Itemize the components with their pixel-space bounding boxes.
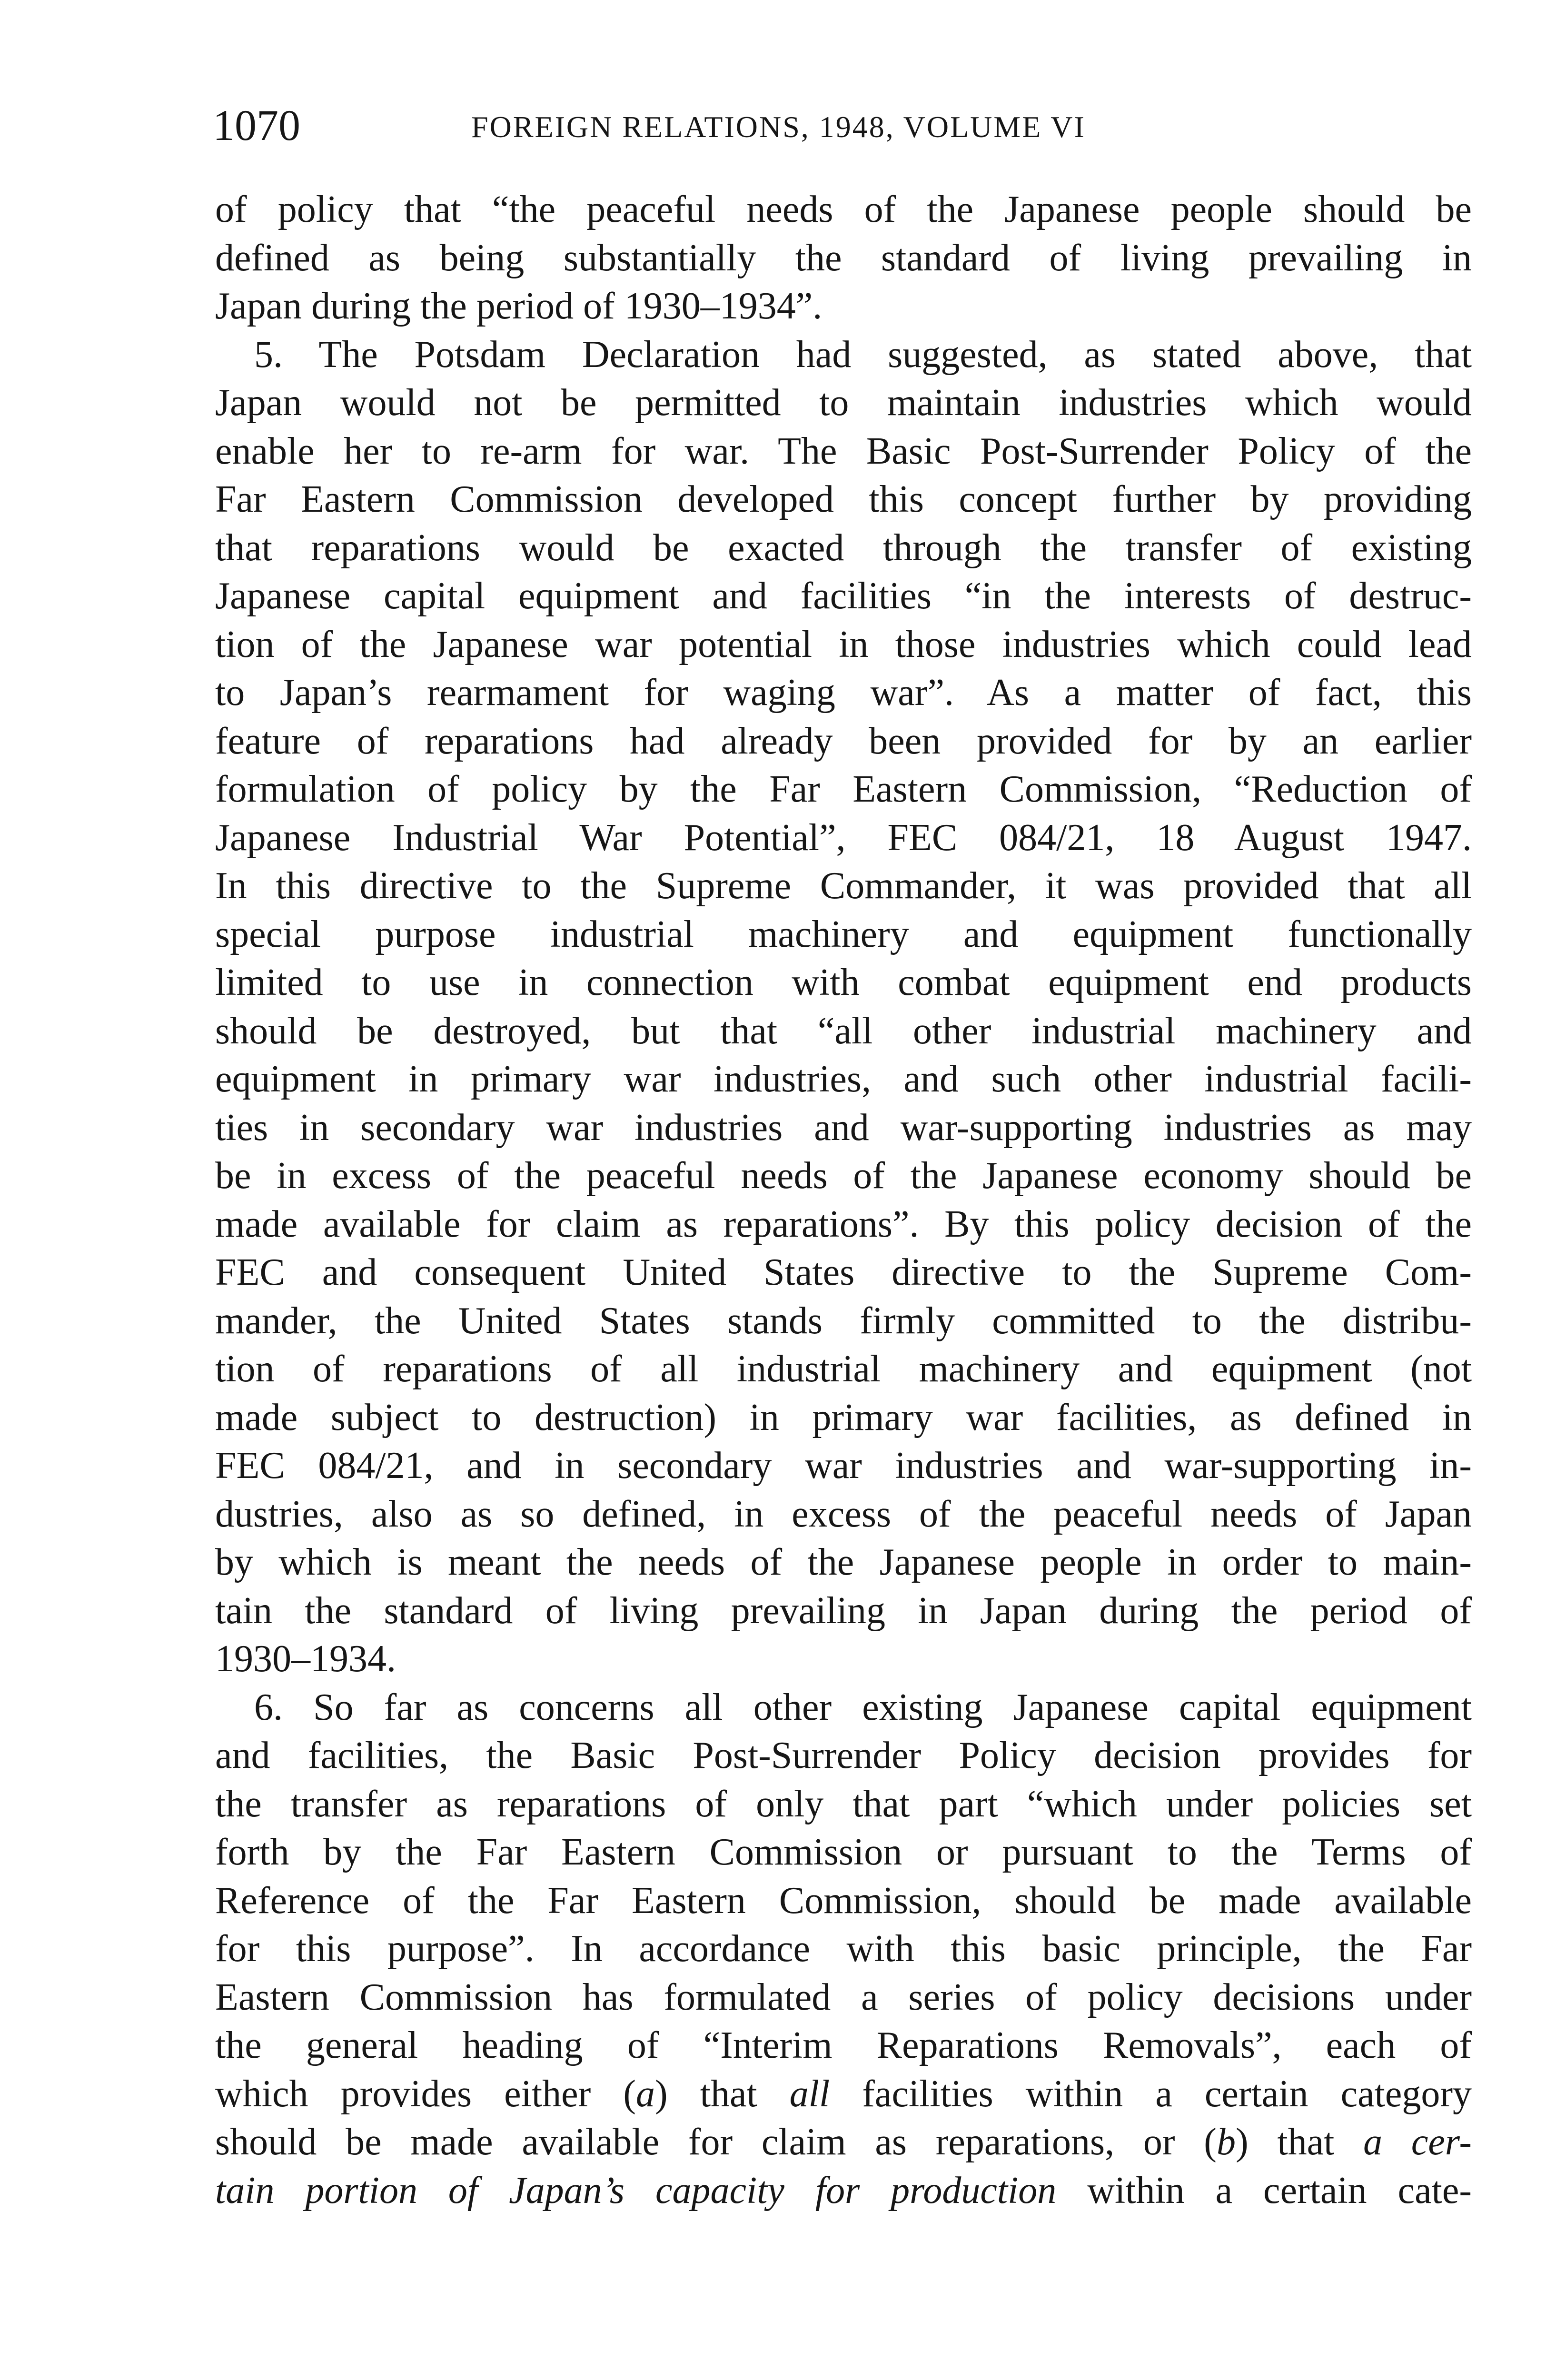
text-line: special purpose industrial machinery and equipment functionally bbox=[215, 913, 1472, 955]
italic-text: a cer- bbox=[1363, 2121, 1472, 2163]
text-line: 6. So far as concerns all other existing Japanese capital equipment bbox=[254, 1686, 1472, 1728]
text-line: equipment in primary war industries, and such other industrial facili- bbox=[215, 1058, 1472, 1100]
text-line: forth by the Far Eastern Commission or pursuant to the Terms of bbox=[215, 1831, 1472, 1873]
text-line: Eastern Commission has formulated a series of policy decisions under bbox=[215, 1976, 1472, 2018]
text-line: FEC and consequent United States directive to the Supreme Com- bbox=[215, 1251, 1472, 1293]
text-segment: which provides either ( bbox=[215, 2073, 636, 2115]
text-line bbox=[215, 2167, 1472, 2215]
page-header bbox=[213, 99, 1472, 151]
text-line: by which is meant the needs of the Japanese people in order to main- bbox=[215, 1541, 1472, 1583]
text-line: 5. The Potsdam Declaration had suggested, as stated above, that bbox=[254, 333, 1472, 376]
text-segment: facilities within a certain category bbox=[830, 2073, 1472, 2115]
text-line: enable her to re-arm for war. The Basic Post-Surrender Policy of the bbox=[215, 430, 1472, 472]
text-segment: ) that bbox=[1235, 2121, 1364, 2163]
text-line: feature of reparations had already been provided for by an earlier bbox=[215, 720, 1472, 762]
text-line: to Japan’s rearmament for waging war”. As a matter of fact, this bbox=[215, 672, 1472, 714]
text-line: mander, the United States stands firmly committed to the distribu- bbox=[215, 1299, 1472, 1342]
text-line: and facilities, the Basic Post-Surrender Policy decision provides for bbox=[215, 1735, 1472, 1776]
page-number: 1070 bbox=[213, 101, 300, 149]
text-line: made subject to destruction) in primary war facilities, as defined in bbox=[215, 1396, 1472, 1438]
text-line: for this purpose”. In accordance with this basic principle, the Far bbox=[215, 1928, 1472, 1970]
italic-text: tain portion of Japan’s capacity for production bbox=[215, 2169, 1057, 2211]
text-line: made available for claim as reparations”. By this policy decision of the bbox=[215, 1203, 1472, 1245]
text-line bbox=[215, 2070, 1472, 2119]
body-text bbox=[215, 186, 1472, 2215]
text-line: the general heading of “Interim Reparations Removals”, each of bbox=[215, 2024, 1472, 2066]
text-line: formulation of policy by the Far Eastern Commission, “Reduction of bbox=[215, 768, 1472, 810]
text-line: FEC 084/21, and in secondary war industries and war-supporting in- bbox=[215, 1445, 1472, 1487]
text-line: tion of reparations of all industrial machinery and equipment (not bbox=[215, 1348, 1472, 1390]
text-segment: should be made available for claim as reparations, or ( bbox=[215, 2121, 1217, 2163]
text-segment: ) that bbox=[655, 2073, 790, 2115]
text-line: ties in secondary war industries and war-supporting industries as may bbox=[215, 1106, 1472, 1149]
text-line: Reference of the Far Eastern Commission, should be made available bbox=[215, 1879, 1472, 1922]
text-line: Japanese Industrial War Potential”, FEC 084/21, 18 August 1947. bbox=[215, 816, 1472, 859]
text-line: 1930–1934. bbox=[215, 1638, 396, 1680]
italic-text: all bbox=[789, 2073, 830, 2115]
text-line: should be destroyed, but that “all other industrial machinery and bbox=[215, 1010, 1472, 1052]
text-line: that reparations would be exacted through the transfer of existing bbox=[215, 526, 1472, 569]
text-line: Japanese capital equipment and facilities “in the interests of destruc- bbox=[215, 575, 1472, 617]
text-line: Japan would not be permitted to maintain industries which would bbox=[215, 382, 1472, 424]
text-line: In this directive to the Supreme Commander, it was provided that all bbox=[215, 865, 1472, 907]
text-line: tion of the Japanese war potential in those industries which could lead bbox=[215, 623, 1472, 665]
text-line: of policy that “the peaceful needs of the Japanese people should be bbox=[215, 188, 1472, 230]
text-line: dustries, also as so defined, in excess of the peaceful needs of Japan bbox=[215, 1493, 1472, 1535]
running-head: FOREIGN RELATIONS, 1948, VOLUME VI bbox=[471, 110, 1086, 144]
text-line: Far Eastern Commission developed this concept further by providing bbox=[215, 478, 1472, 520]
text-line: defined as being substantially the standard of living prevailing in bbox=[215, 237, 1472, 279]
text-segment: within a certain cate- bbox=[1056, 2169, 1472, 2211]
italic-text: a bbox=[636, 2073, 655, 2115]
text-line bbox=[215, 2118, 1472, 2167]
text-line: be in excess of the peaceful needs of the Japanese economy should be bbox=[215, 1155, 1472, 1197]
italic-text: b bbox=[1216, 2121, 1236, 2163]
text-line: Japan during the period of 1930–1934”. bbox=[215, 285, 823, 327]
text-line: tain the standard of living prevailing in Japan during the period of bbox=[215, 1589, 1472, 1632]
text-line: the transfer as reparations of only that part “which under policies set bbox=[215, 1783, 1472, 1825]
text-line: limited to use in connection with combat equipment end products bbox=[215, 962, 1472, 1003]
